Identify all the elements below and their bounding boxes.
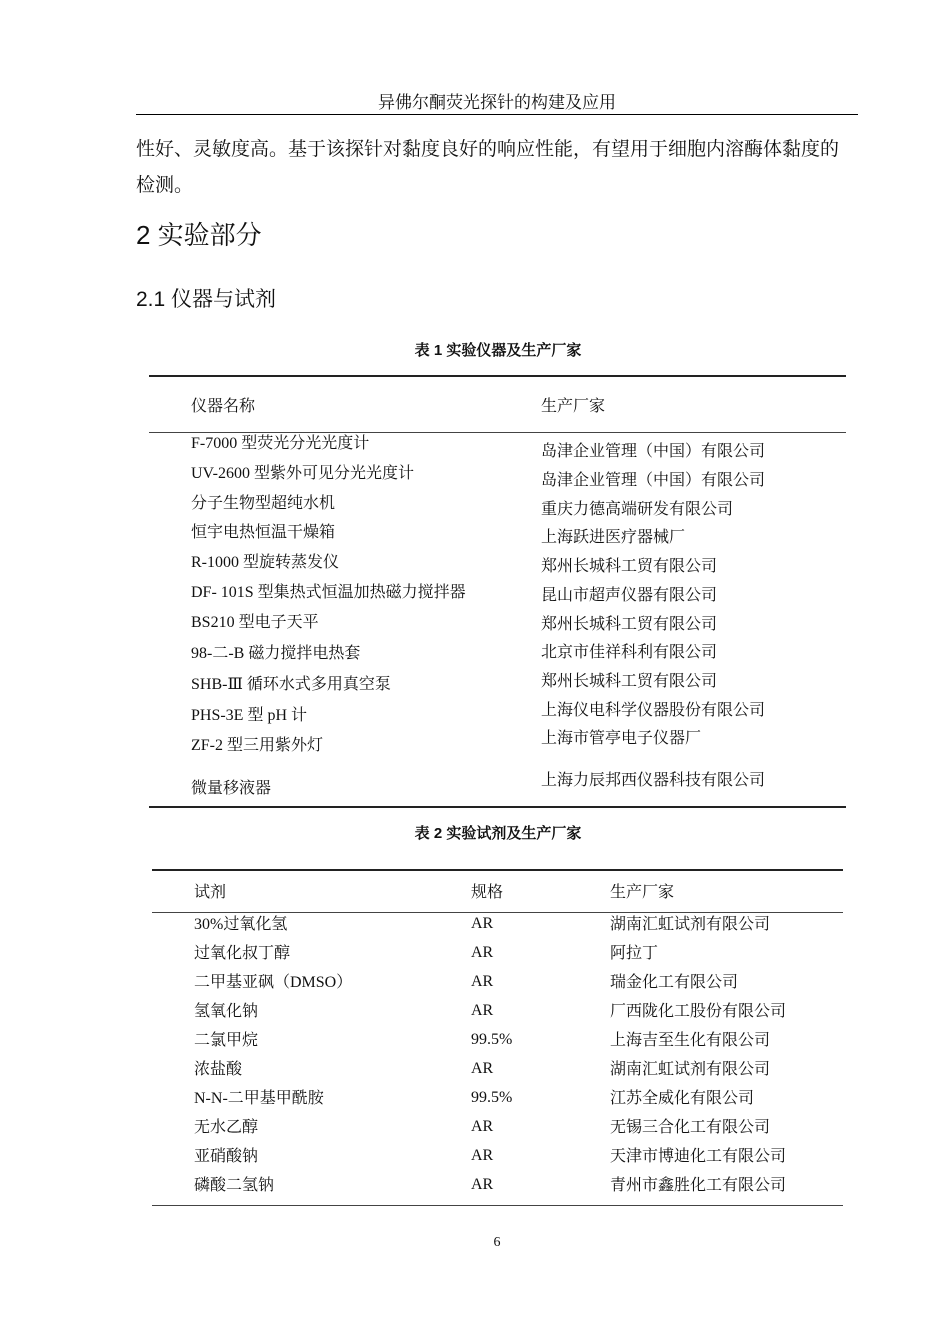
manufacturer-cell: 上海力辰邦西仪器科技有限公司 (541, 772, 766, 789)
instrument-name-cell: BS210 型电子天平 (191, 614, 319, 631)
reagent-name-cell: 亚硝酸钠 (194, 1148, 259, 1165)
table-header-rule (149, 432, 846, 433)
instrument-name-cell: F-7000 型荧光分光光度计 (191, 435, 370, 452)
manufacturer-cell: 湖南汇虹试剂有限公司 (610, 916, 771, 933)
column-header: 生产厂家 (610, 884, 675, 901)
grade-cell: AR (471, 944, 494, 961)
manufacturer-cell: 江苏全威化有限公司 (610, 1090, 755, 1107)
grade-cell: 99.5% (471, 1089, 513, 1106)
instrument-name-cell: PHS-3E 型 pH 计 (191, 707, 308, 724)
manufacturer-cell: 上海市管亭电子仪器厂 (541, 730, 702, 747)
manufacturer-cell: 上海吉至生化有限公司 (610, 1032, 771, 1049)
manufacturer-cell: 郑州长城科工贸有限公司 (541, 616, 718, 633)
section-heading: 2 实验部分 (136, 220, 262, 250)
manufacturer-cell: 上海仪电科学仪器股份有限公司 (541, 702, 766, 719)
manufacturer-cell: 重庆力德高端研发有限公司 (541, 501, 734, 518)
instrument-name-cell: 恒宇电热恒温干燥箱 (191, 524, 336, 541)
subsection-heading: 2.1 仪器与试剂 (136, 288, 277, 311)
manufacturer-cell: 岛津企业管理（中国）有限公司 (541, 472, 766, 489)
manufacturer-cell: 北京市佳祥科利有限公司 (541, 644, 718, 661)
grade-cell: AR (471, 973, 494, 990)
running-header: 异佛尔酮荧光探针的构建及应用 (378, 93, 616, 112)
manufacturer-cell: 昆山市超声仪器有限公司 (541, 587, 718, 604)
instrument-name-cell: 微量移液器 (191, 780, 272, 797)
instrument-name-cell: 分子生物型超纯水机 (191, 495, 336, 512)
paragraph-line: 检测。 (136, 175, 194, 196)
manufacturer-cell: 郑州长城科工贸有限公司 (541, 558, 718, 575)
instrument-name-cell: DF- 101S 型集热式恒温加热磁力搅拌器 (191, 584, 466, 601)
grade-cell: AR (471, 915, 494, 932)
table2-caption: 表 2 实验试剂及生产厂家 (414, 825, 582, 842)
instrument-name-cell: UV-2600 型紫外可见分光光度计 (191, 465, 414, 482)
manufacturer-cell: 瑞金化工有限公司 (610, 974, 739, 991)
header-divider (136, 114, 858, 115)
reagent-name-cell: 30%过氧化氢 (194, 916, 288, 933)
column-header: 仪器名称 (191, 398, 256, 415)
reagent-name-cell: N-N-二甲基甲酰胺 (194, 1090, 324, 1107)
reagent-name-cell: 过氧化叔丁醇 (194, 945, 291, 962)
reagent-name-cell: 浓盐酸 (194, 1061, 243, 1078)
table1-caption: 表 1 实验仪器及生产厂家 (414, 342, 582, 359)
grade-cell: AR (471, 1147, 494, 1164)
grade-cell: AR (471, 1118, 494, 1135)
column-header: 生产厂家 (541, 398, 606, 415)
column-header: 规格 (471, 884, 504, 901)
table-top-rule (149, 375, 846, 377)
table-header-rule (152, 912, 843, 913)
grade-cell: AR (471, 1002, 494, 1019)
manufacturer-cell: 青州市鑫胜化工有限公司 (610, 1177, 787, 1194)
manufacturer-cell: 无锡三合化工有限公司 (610, 1119, 771, 1136)
manufacturer-cell: 湖南汇虹试剂有限公司 (610, 1061, 771, 1078)
instrument-name-cell: ZF-2 型三用紫外灯 (191, 737, 324, 754)
manufacturer-cell: 厂西陇化工股份有限公司 (610, 1003, 787, 1020)
table-bottom-rule (149, 806, 846, 808)
table-top-rule (152, 869, 843, 871)
instrument-name-cell: SHB-Ⅲ 循环水式多用真空泵 (191, 676, 391, 693)
reagent-name-cell: 二氯甲烷 (194, 1032, 259, 1049)
grade-cell: AR (471, 1060, 494, 1077)
manufacturer-cell: 天津市博迪化工有限公司 (610, 1148, 787, 1165)
reagent-name-cell: 磷酸二氢钠 (194, 1177, 275, 1194)
manufacturer-cell: 上海跃进医疗器械厂 (541, 529, 686, 546)
instrument-name-cell: 98-二-B 磁力搅拌电热套 (191, 645, 361, 662)
paragraph-line: 性好、灵敏度高。基于该探针对黏度良好的响应性能，有望用于细胞内溶酶体黏度的 (136, 139, 840, 160)
column-header: 试剂 (194, 884, 227, 901)
manufacturer-cell: 岛津企业管理（中国）有限公司 (541, 443, 766, 460)
table-bottom-rule (152, 1205, 843, 1206)
instrument-name-cell: R-1000 型旋转蒸发仪 (191, 554, 340, 571)
page-number: 6 (493, 1235, 501, 1250)
manufacturer-cell: 阿拉丁 (610, 945, 659, 962)
reagent-name-cell: 二甲基亚砜（DMSO） (194, 974, 353, 991)
reagent-name-cell: 氢氧化钠 (194, 1003, 259, 1020)
grade-cell: 99.5% (471, 1031, 513, 1048)
reagent-name-cell: 无水乙醇 (194, 1119, 259, 1136)
grade-cell: AR (471, 1176, 494, 1193)
manufacturer-cell: 郑州长城科工贸有限公司 (541, 673, 718, 690)
